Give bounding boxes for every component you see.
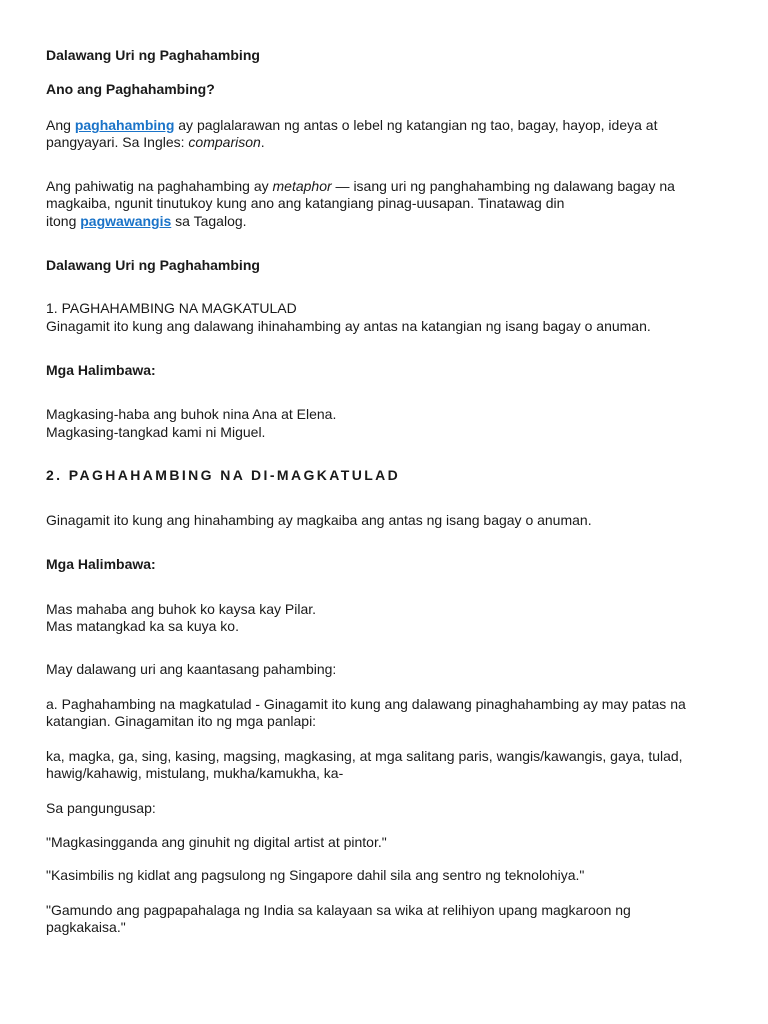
metaphor-term: metaphor xyxy=(272,178,332,194)
section-1-title: 1. PAGHAHAMBING NA MAGKATULAD xyxy=(46,300,297,316)
text-segment: pangyayari. Sa Ingles: xyxy=(46,134,189,150)
section-heading: Dalawang Uri ng Paghahambing xyxy=(46,257,260,273)
section-2-title: 2. PAGHAHAMBING NA DI-MAGKATULAD xyxy=(46,467,401,483)
section-1-example-1: Magkasing-haba ang buhok nina Ana at Elena. xyxy=(46,406,337,422)
levels-intro: May dalawang uri ang kaantasang pahambing: xyxy=(46,661,337,677)
paghahambing-link[interactable]: paghahambing xyxy=(74,117,175,133)
text-segment: Ang xyxy=(46,117,75,133)
paragraph-2-line-2: magkaiba, ngunit tinutukoy kung ano ang katangiang pinag-uusapan. Tinatawag din xyxy=(46,195,565,211)
section-2-example-2: Mas matangkad ka sa kuya ko. xyxy=(46,618,239,634)
document-title: Dalawang Uri ng Paghahambing xyxy=(46,47,260,63)
affixes-line-2: hawig/kahawig, mistulang, mukha/kamukha, ka- xyxy=(46,765,344,781)
level-a-line-2: katangian. Ginagamitan ito ng mga panlapi: xyxy=(46,713,317,729)
level-a-line-1: a. Paghahambing na magkatulad - Ginagamit ito kung ang dalawang pinaghahambing ay may patas na xyxy=(46,696,686,712)
section-2-examples-heading: Mga Halimbawa: xyxy=(46,556,156,572)
paragraph-1-line-2 xyxy=(46,133,265,151)
sentence-1: "Magkasingganda ang ginuhit ng digital artist at pintor." xyxy=(46,834,387,850)
section-1-examples-heading: Mga Halimbawa: xyxy=(46,362,156,378)
paragraph-2-line-3 xyxy=(46,212,247,230)
sentence-3-line-2: pagkakaisa." xyxy=(46,919,126,935)
question-heading: Ano ang Paghahambing? xyxy=(46,81,215,97)
affixes-line-1: ka, magka, ga, sing, kasing, magsing, magkasing, at mga salitang paris, wangis/kawangis, gaya, tulad, xyxy=(46,748,683,764)
section-2-description: Ginagamit ito kung ang hinahambing ay magkaiba ang antas ng isang bagay o anuman. xyxy=(46,512,592,528)
paragraph-2-line-1 xyxy=(46,177,675,195)
text-segment: sa Tagalog. xyxy=(171,213,247,229)
comparison-term: comparison xyxy=(188,134,261,150)
sentence-heading: Sa pangungusap: xyxy=(46,800,156,816)
text-segment: — isang uri ng panghahambing ng dalawang bagay na xyxy=(331,178,675,194)
text-segment: . xyxy=(260,134,265,150)
pagwawangis-link[interactable]: pagwawangis xyxy=(80,213,172,229)
section-1-example-2: Magkasing-tangkad kami ni Miguel. xyxy=(46,424,266,440)
sentence-2: "Kasimbilis ng kidlat ang pagsulong ng Singapore dahil sila ang sentro ng teknolohiya." xyxy=(46,867,585,883)
text-segment: Ang pahiwatig na paghahambing ay xyxy=(46,178,273,194)
sentence-3-line-1: "Gamundo ang pagpapahalaga ng India sa kalayaan sa wika at relihiyon upang magkaroon ng xyxy=(46,902,631,918)
text-segment: ay paglalarawan ng antas o lebel ng katangian ng tao, bagay, hayop, ideya at xyxy=(174,117,658,133)
text-segment: itong xyxy=(46,213,81,229)
section-1-description: Ginagamit ito kung ang dalawang ihinahambing ay antas na katangian ng isang bagay o anuman. xyxy=(46,318,651,334)
paragraph-1-line-1 xyxy=(46,116,657,134)
section-2-example-1: Mas mahaba ang buhok ko kaysa kay Pilar. xyxy=(46,601,317,617)
